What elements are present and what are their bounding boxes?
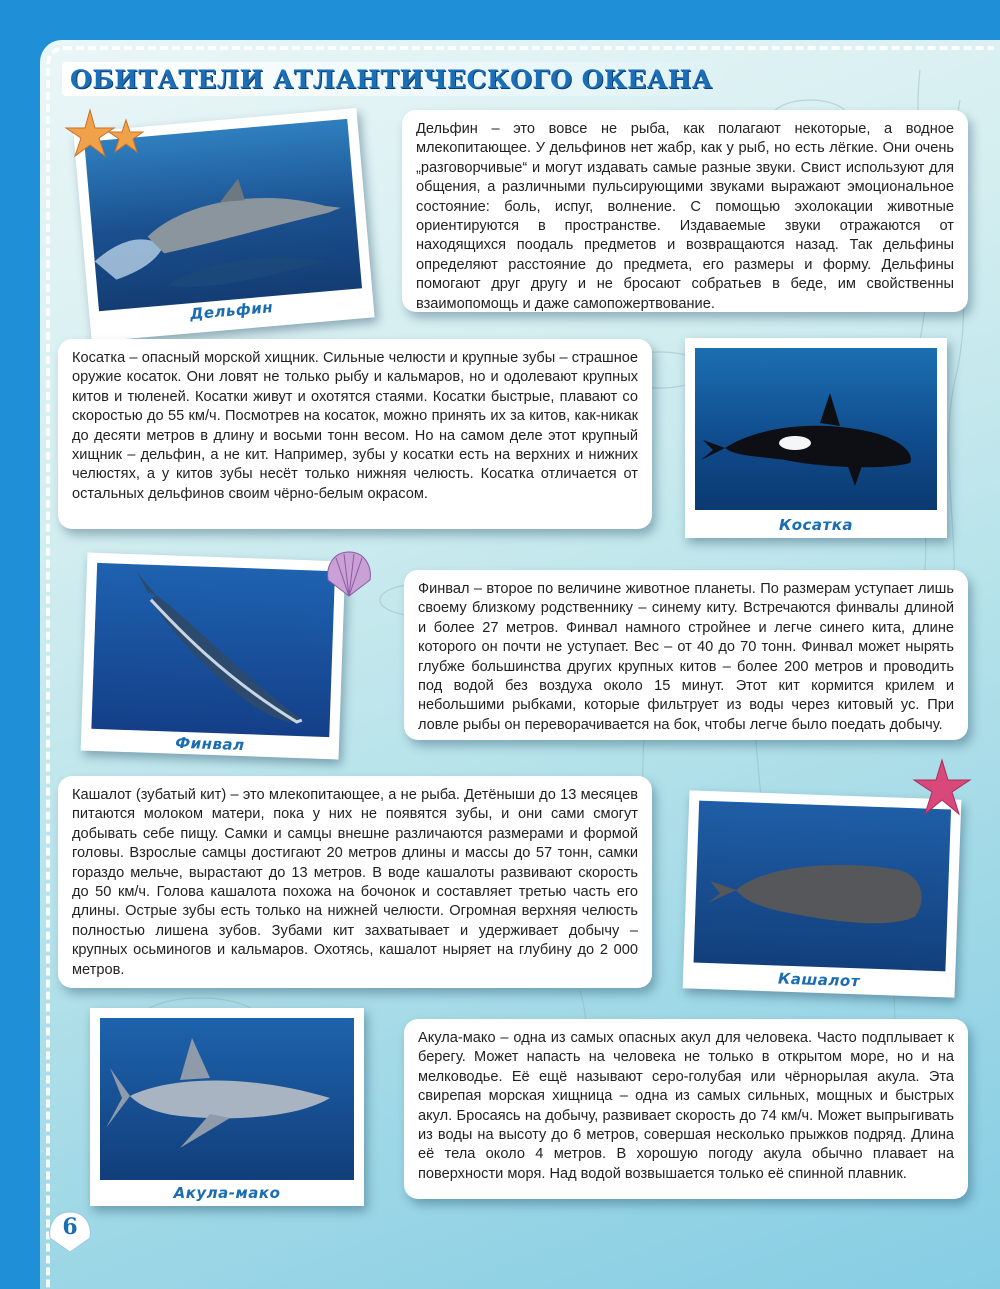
page-number: 6 <box>62 1214 78 1240</box>
dolphin-text: Дельфин – это вовсе не рыба, как полагают некоторые, а водное млекопитающее. У дельфинов нет жабр, как у рыб, но есть лёгкие. Они очень „разговорчивые“ и могут издавать самые разные звуки. Свист используют для общения, а различными пульсирующими звуками выражают эмоциональное состояние: боль, испуг, волнение. С помощью эхолокации животные ориентируются в пространстве. Издаваемые звуки отражаются от находящихся поодаль предметов и возвращаются назад. Так дельфины определяют расстояние до предмета, его размеры и форму. Дельфины помогают друг другу и не бросают собратьев в беде, им свойственны взаимопомощь и даже самопожертвование. <box>416 121 954 312</box>
page-title <box>62 62 731 96</box>
dolphin-caption: Дельфин <box>189 298 274 324</box>
mako-photo <box>90 1008 364 1206</box>
orca-caption: Косатка <box>778 516 854 534</box>
orca-photo <box>685 338 947 538</box>
mako-image <box>100 1018 354 1180</box>
starfish-icon <box>912 758 972 818</box>
spermwhale-text: Кашалот (зубатый кит) – это млекопитающее, а не рыба. Детёныши до 13 месяцев питаются молоком матери, пока у них не появятся зубы, и они сами смогут добывать себе пищу. Самки и самцы внешне различаются размерами и формой головы. Взрослые самцы достигают 20 метров длины и массы до 57 тонн, самки гораздо мельче, вырастают до 13 метров. В воде кашалоты развивают скорость до 50 км/ч. Голова кашалота похожа на бочонок и составляет третью часть его длины. Острые зубы есть только на нижней челюсти. Огромная верхняя челюсть полностью лишена зубов. Зубами кит захватывает и удерживает добычу – крупных осьминогов и кальмаров. Охотясь, кашалот ныряет на глубину до 2 000 метров. <box>72 787 638 978</box>
spermwhale-text-card <box>58 776 652 988</box>
orca-image <box>695 348 937 510</box>
finwhale-caption: Финвал <box>174 733 245 755</box>
orca-text-card <box>58 339 652 529</box>
finwhale-text: Финвал – второе по величине животное планеты. По размерам уступает лишь своему близкому родственнику – синему киту. Встречаются финвалы длиной и более 27 метров. Финвал намного стройнее и легче синего кита, длине которого он почти не уступает. Вес – от 40 до 70 тонн. Финвал может нырять глубже большинства других крупных китов – более 200 метров и проводить под водой без воздуха около 15 минут. Этот кит кормится крилем и небольшими рыбками, которые фильтрует из воды через китовый ус. При ловле рыбы он переворачивается на бок, чтобы легче было поедать добычу. <box>418 581 954 733</box>
page-title-text: ОБИТАТЕЛИ АТЛАНТИЧЕСКОГО ОКЕАНА <box>70 64 713 94</box>
mako-text: Акула-мако – одна из самых опасных акул для человека. Часто подплывает к берегу. Может напасть на человека не только в открытом море, но и на мелководье. Её ещё называют серо-голубая или чёрнорылая акула. Эта свирепая морская хищница – одна из самых сильных, мощных и быстрых акул. Бросаясь на добычу, развивает скорость до 74 км/ч. Может выпрыгивать из воды на высоту до 6 метров, совершая несколько прыжков подряд. Длина её тела около 4 метров. В хорошую погоду акула обычно плавает на поверхности моря. Над водой возвышается только её спинной плавник. <box>418 1030 954 1182</box>
spermwhale-image <box>694 801 952 972</box>
finwhale-image <box>91 563 335 737</box>
spermwhale-caption: Кашалот <box>777 969 861 991</box>
mako-text-card <box>404 1019 968 1199</box>
dolphin-text-card <box>402 110 968 312</box>
seashell-icon <box>322 546 376 600</box>
finwhale-text-card <box>404 570 968 740</box>
orca-text: Косатка – опасный морской хищник. Сильные челюсти и крупные зубы – страшное оружие косаток. Они ловят не только рыбу и кальмаров, но и одолевают крупных китов и тюленей. Косатки живут и охотятся стаями. Косатки быстрые, плавают со скоростью до 55 км/ч. Посмотрев на косаток, можно принять их за китов, как-никак до десяти метров в длину и восьми тонн весом. Но на самом деле этот крупный хищник – дельфин, а не кит. Например, зубы у косатки есть на верхних и нижних челюстях, а у китов зубы несёт только нижняя челюсть. Косатка отличается от остальных дельфинов своим чёрно-белым окрасом. <box>72 350 638 502</box>
spermwhale-photo <box>683 790 962 997</box>
page-number-badge <box>44 1208 96 1256</box>
starfish-icon <box>60 104 150 164</box>
finwhale-photo <box>81 553 346 760</box>
mako-caption: Акула-мако <box>173 1184 281 1202</box>
